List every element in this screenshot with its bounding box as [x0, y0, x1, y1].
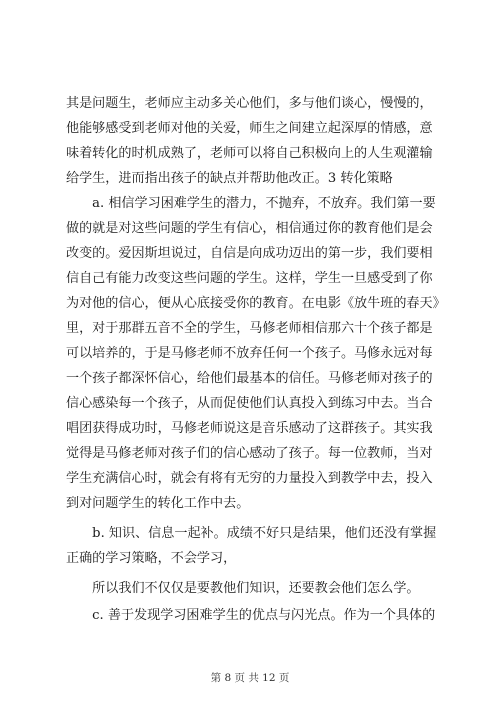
text-line: 信心感染每一个孩子，从而促使他们认真投入到练习中去。当合: [66, 396, 433, 411]
text-line: 信自己有能力改变这些问题的学生。这样，学生一旦感受到了你: [66, 271, 433, 286]
text-line: 味着转化的时机成熟了，老师可以将自己积极向上的人生观灌输: [66, 146, 433, 161]
text-line: 一个孩子都深怀信心，给他们最基本的信任。马修老师对孩子的: [66, 371, 433, 386]
text-line: 其是问题生，老师应主动多关心他们，多与他们谈心，慢慢的，: [66, 96, 433, 111]
text-line: 里，对于那群五音不全的学生，马修老师相信那六十个孩子都是: [66, 321, 433, 336]
text-line: 正确的学习策略，不会学习，: [66, 551, 237, 566]
text-line: 学生充满信心时，就会有将有无穷的力量投入到教学中去，投入: [66, 471, 433, 486]
text-line: 唱团获得成功时，马修老师说这是音乐感动了这群孩子。其实我: [66, 421, 433, 436]
text-line: c. 善于发现学习困难学生的优点与闪光点。作为一个具体的: [66, 608, 436, 623]
text-line: 他能够感受到老师对他的关爱，师生之间建立起深厚的情感，意: [66, 121, 433, 136]
text-line: 为对他的信心，便从心底接受你的教育。在电影《放牛班的春天》: [66, 296, 446, 311]
text-line: b. 知识、信息一起补。成绩不好只是结果，他们还没有掌握: [66, 526, 437, 541]
text-line: 给学生，进而指出孩子的缺点并帮助他改正。3 转化策略: [66, 171, 393, 186]
text-line: 觉得是马修老师对孩子们的信心感动了孩子。每一位教师，当对: [66, 446, 433, 461]
text-line: 到对问题学生的转化工作中去。: [66, 496, 250, 511]
text-line: a. 相信学习困难学生的潜力，不抛弃，不放弃。我们第一要: [66, 196, 436, 211]
text-line: 做的就是对这些问题的学生有信心，相信通过你的教育他们是会: [66, 221, 433, 236]
page-footer: [0, 670, 500, 685]
text-line: 可以培养的，于是马修老师不放弃任何一个孩子。马修永远对每: [66, 346, 433, 361]
text-line: 所以我们不仅仅是要教他们知识，还要教会他们怎么学。: [66, 581, 420, 596]
text-line: 改变的。爱因斯坦说过，自信是向成功迈出的第一步，我们要相: [66, 246, 433, 261]
page-number: 第 8 页 共 12 页: [210, 672, 290, 684]
